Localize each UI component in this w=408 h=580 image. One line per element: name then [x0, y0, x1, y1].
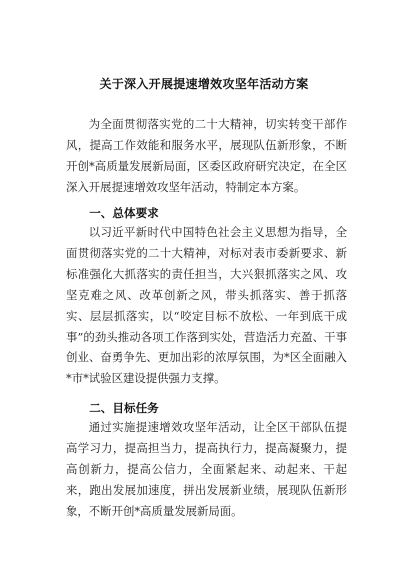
section-body-goals-tasks: 通过实施提速增效攻坚年活动，让全区干部队伍提高学习力，提高担当力，提高执行力，提高凝聚力，提高创新力，提高公信力，全面紧起来、动起来、干起来，跑出发展加速度，拼出发展新业绩，展现队伍新形象，不断开创*高质量发展新局面。	[66, 420, 347, 518]
section-body-overall-requirements: 以习近平新时代中国特色社会主义思想为指导，全面贯彻落实党的二十大精神，对标对表市委新要求、新标准强化大抓落实的责任担当，大兴狠抓落实之风、攻坚克难之风、改革创新之风，带头抓落实、善于抓落实、层层抓落实，以“咬定目标不放松、一年到底干成事”的劲头推动各项工作落到实处，营造活力充盈、干事创业、奋勇争先、更加出彩的浓厚氛围，为*区全面融入*市*试验区建设提供强力支撑。	[66, 225, 347, 386]
intro-paragraph-block	[66, 114, 347, 198]
document-title: 关于深入开展提速增效攻坚年活动方案	[99, 77, 309, 91]
intro-paragraph: 为全面贯彻落实党的二十大精神，切实转变干部作风，提高工作效能和服务水平，展现队伍新形象，不断开创*高质量发展新局面，区委区政府研究决定，在全区深入开展提速增效攻坚年活动，特制定本方案。	[66, 117, 347, 194]
section-body-block-1	[66, 222, 347, 389]
section-heading-goals-tasks: 二、目标任务	[89, 401, 159, 415]
section-body-block-2	[66, 417, 347, 522]
section-heading-overall-requirements: 一、总体要求	[89, 206, 159, 220]
